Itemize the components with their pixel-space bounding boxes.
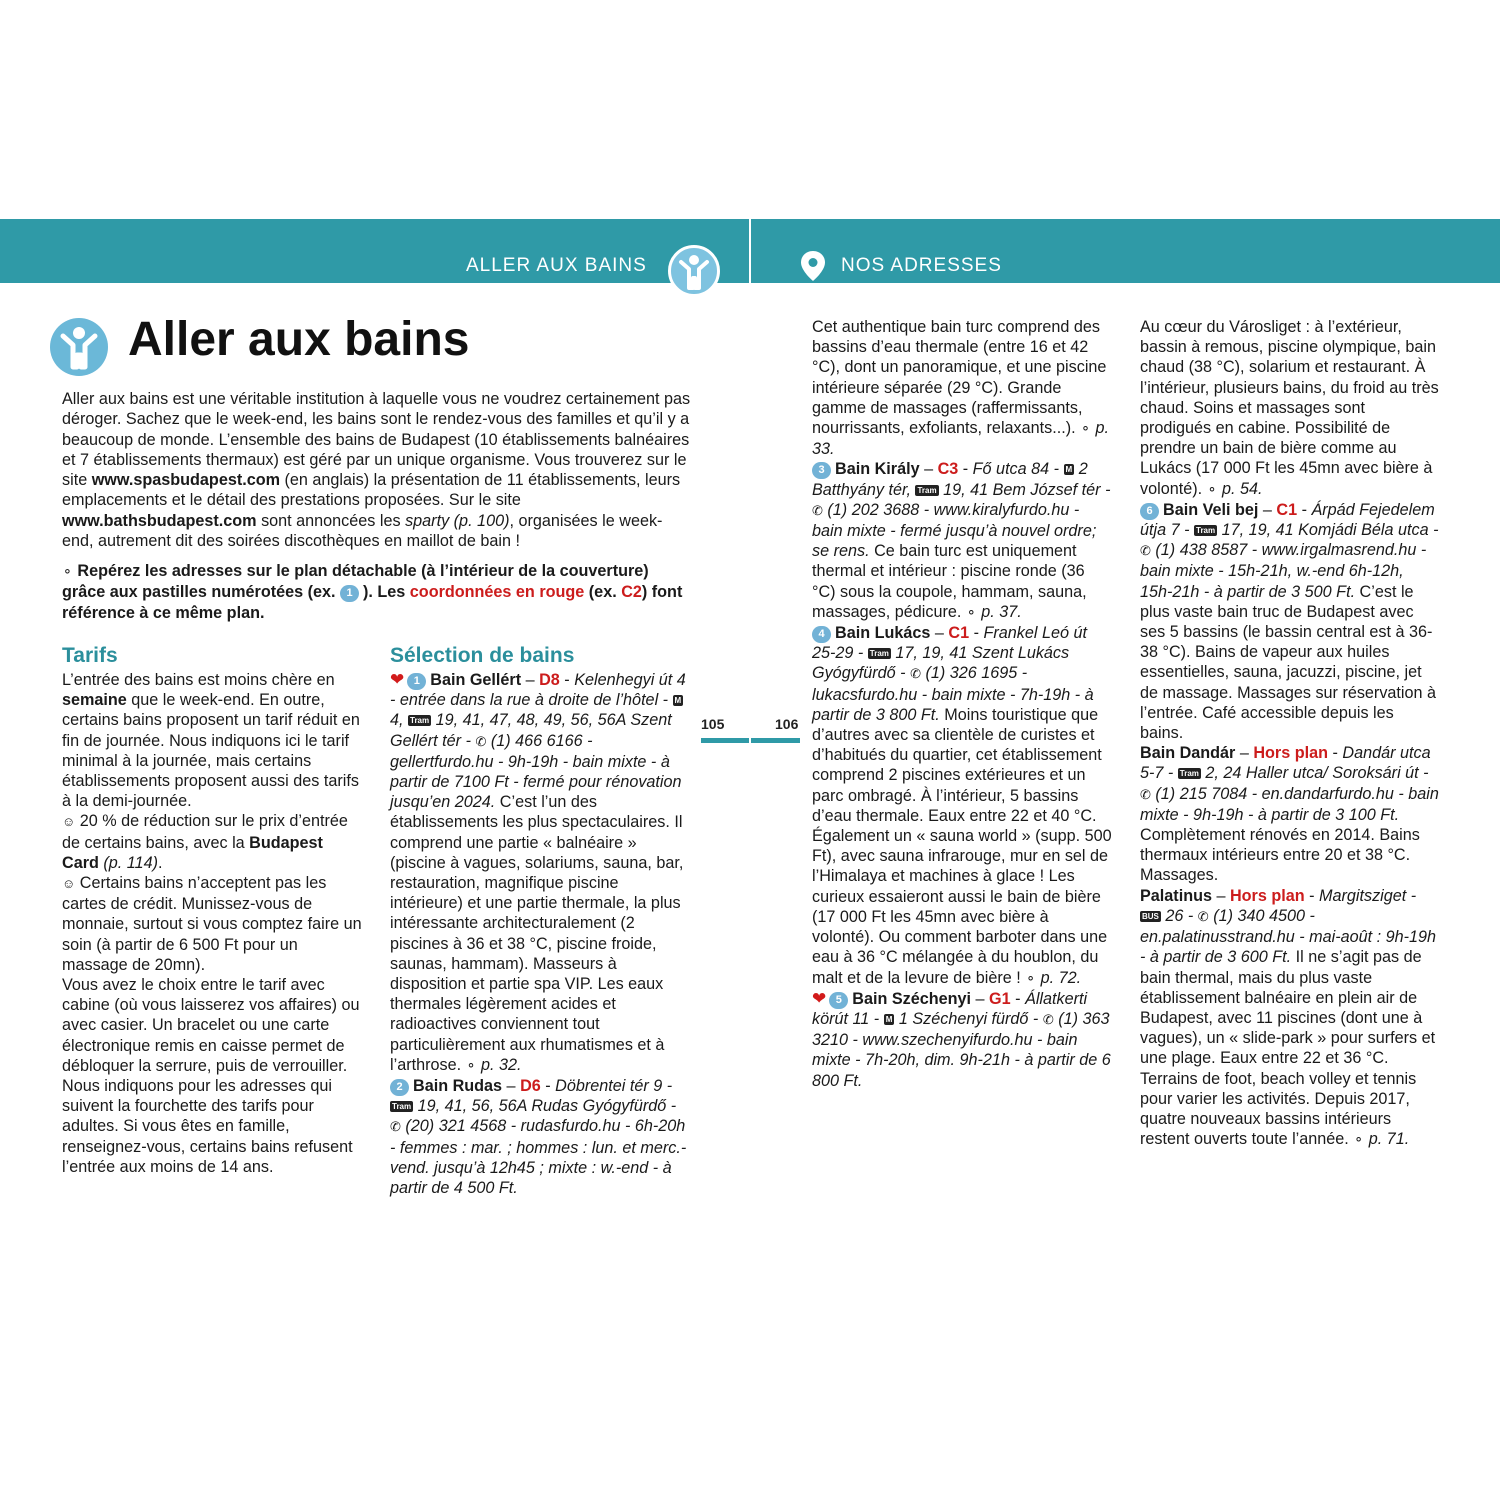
person-icon [668, 245, 720, 297]
phone-icon: ✆ [1197, 908, 1209, 924]
bus-icon: BUS [1142, 911, 1159, 921]
heart-icon: ❤ [812, 988, 827, 1008]
link-bathsbudapest[interactable]: www.bathsbudapest.com [62, 511, 257, 530]
page-number-right: 106 [775, 716, 799, 732]
list-item: Bain Dandár – Hors plan - Dandár utca 5-7 - Tram 2, 24 Haller utca/ Soroksári út - ✆ (1) 215 7084 - en.dandarfurdo.hu - bain mixte - 9h-19h - à partir de 3 100 Ft. Complètement rénovés en 2014. Bains thermaux intérieurs entre 20 et 38 °C. Massages. [1140, 744, 1439, 885]
list-item: Palatinus – Hors plan - Margitsziget - BUS 26 - ✆ (1) 340 4500 - en.palatinusstrand.hu - mai-août : 9h-19h - à partir de 3 600 Ft. Il ne s’agit pas de bain thermal, mais du plus vaste établissement balnéaire en plein air de Budapest, avec 11 piscines (dont une à vagues), un « slide-park » pour surfers et une plage. Eaux entre 22 et 36 °C. Terrains de foot, beach volley et tennis pour varier les activités. Depuis 2017, quatre nouveaux bassins intérieurs restent ouverts toute l’année. ⚬ p. 71. [1140, 886, 1437, 1149]
selection-column [390, 643, 690, 1198]
band-divider [749, 219, 751, 283]
tram-icon: Tram [1179, 769, 1199, 779]
intro-paragraph: Aller aux bains est une véritable institution à laquelle vous ne voudrez certainement pas déroger. Sachez que le week-end, les bains sont le rendez-vous des familles et qu’il y a beaucoup de monde. L’ensemble des bains de Budapest (10 établissements balnéaires et 7 établissements thermaux) est géré par un unique organisme. Vous trouverez sur le site www.spasbudapest.com (en anglais) la présentation de 11 établissements, leurs emplacements et le détail des prestations proposées. Sur le site www.bathsbudapest.com sont annoncées les sparty (p. 100), organisées le week-end, autrement dit des soirées discothèques en maillot de bain ! [62, 390, 691, 551]
section-label-left: ALLER AUX BAINS [466, 255, 647, 276]
list-item: 3 Bain Király – C3 - Fő utca 84 - M 2 Batthyány tér, Tram 19, 41 Bem József tér - ✆ (1) 202 3688 - www.kiralyfurdo.hu - bain mixte - fermé jusqu’à nouvel ordre; se rens. Ce bain turc est uniquement thermal et intérieur : piscine ronde (36 °C) sous la coupole, hammam, sauna, massages, pédicure. ⚬ p. 37. [812, 460, 1111, 621]
list-item: 2 Bain Rudas – D6 - Döbrentei tér 9 - Tram 19, 41, 56, 56A Rudas Gyógyfürdő - ✆ (20) 321 4568 - rudasfurdo.hu - 6h-20h - femmes : mar. ; hommes : lun. et merc.-vend. jusqu’à 12h45 ; mixte : w.-end - à partir de 4 500 Ft. [390, 1077, 687, 1198]
eye-icon: ⚬ [62, 564, 73, 579]
metro-icon: M [885, 1014, 893, 1024]
tram-icon: Tram [410, 716, 430, 726]
eye-icon: ⚬ [1025, 970, 1037, 986]
phone-icon: ✆ [1140, 543, 1151, 559]
list-item: 4 Bain Lukács – C1 - Frankel Leó út 25-29 - Tram 17, 19, 41 Szent Lukács Gyógyfürdő - ✆ (1) 326 1695 - lukacsfurdo.hu - bain mixte - 7h-19h - à partir de 3 800 Ft. Moins touristique que d’autres avec sa clientèle de curistes et d’habitués du quartier, cet établissement comprend 2 piscines extérieures et un parc ombragé. À l’intérieur, 5 bassins d’eau thermale. Eaux entre 22 et 40 °C. Également un « sauna world » (supp. 500 Ft), avec sauna infrarouge, mur en sel de l’Himalaya et machines à glace ! Les curieux essaieront aussi le bain de bière (17 000 Ft les 45mn avec bière à volonté). Ou comment barboter dans une eau à 36 °C mélangée à du houblon, du malt et de la levure de bière ! ⚬ p. 72. [812, 624, 1112, 987]
tram-icon: Tram [392, 1102, 412, 1112]
smiley-icon: ☺ [62, 814, 76, 830]
addresses-column-3 [812, 317, 1112, 1091]
page-rule-left [701, 738, 749, 743]
phone-icon: ✆ [1140, 786, 1151, 802]
list-item: ❤ 5 Bain Széchenyi – G1 - Állatkerti körút 11 - M 1 Széchenyi fürdő - ✆ (1) 363 3210 - www.szechenyifurdo.hu - bain mixte - 7h-20h, dim. 9h-21h - à partir de 6 800 Ft. [812, 988, 1111, 1090]
list-item: ❤ 1 Bain Gellért – D8 - Kelenhegyi út 4 - entrée dans la rue à droite de l’hôtel - M 4, Tram 19, 41, 47, 48, 49, 56, 56A Szent Gellért tér - ✆ (1) 466 6166 - gellertfurdo.hu - 9h-19h - bain mixte - à partir de 7100 Ft - fermé pour rénovation jusqu’en 2024. C’est l’un des établissements les plus spectaculaires. Il comprend une partie « balnéaire » (piscine à vagues, solariums, sauna, bar, restauration, magnifique piscine intérieure) et une partie thermale, la plus intéressante architecturalement (2 piscines à 36 et 38 °C, piscine froide, saunas, hammam). Masseurs à disposition et partie spa VIP. Les eaux thermales légèrement acides et radioactives conviennent tout particulièrement aux rhumatismes et à l’arthrose. ⚬ p. 32. [390, 670, 686, 1074]
smiley-icon: ☺ [62, 876, 76, 892]
metro-icon: M [674, 696, 682, 706]
tram-icon: Tram [917, 485, 937, 495]
person-icon [50, 318, 108, 376]
eye-icon: ⚬ [1206, 481, 1218, 497]
phone-icon: ✆ [812, 502, 823, 518]
metro-icon: M [1065, 465, 1073, 475]
eye-icon: ⚬ [1353, 1132, 1365, 1148]
list-item: Cet authentique bain turc comprend des bassins d’eau thermale (entre 16 et 42 °C), dont un panoramique, et une piscine intérieure séparée (29 °C). Grande gamme de massages (raffermissants, nourrissants, exfoliants, relaxants...). ⚬ p. 33. [812, 318, 1110, 459]
eye-icon: ⚬ [965, 604, 977, 620]
tram-icon: Tram [1196, 526, 1216, 536]
location-pin-icon [800, 250, 826, 282]
phone-icon: ✆ [475, 733, 487, 749]
list-item: 6 Bain Veli bej – C1 - Árpád Fejedelem útja 7 - Tram 17, 19, 41 Komjádi Béla utca - ✆ (1) 438 8587 - www.irgalmasrend.hu - bain mixte - 15h-21h, w.-end 6h-12h, 15h-21h - à partir de 3 500 Ft. C’est le plus vaste bain truc de Budapest avec ses 5 bassins (le bassin central est à 36-38 °C). Bains de vapeur aux huiles essentielles, sauna, jacuzzi, piscine, jet de massage. Massages sur réservation à l’entrée. Café accessible depuis les bains. [1140, 500, 1439, 743]
eye-icon: ⚬ [1080, 421, 1092, 437]
section-header-band [0, 219, 1500, 283]
tram-icon: Tram [869, 649, 889, 659]
addresses-column-4 [1140, 317, 1440, 1150]
phone-icon: ✆ [1042, 1011, 1054, 1027]
page-rule-right [751, 738, 800, 743]
page-title: Aller aux bains [128, 313, 470, 366]
heart-icon: ❤ [390, 670, 405, 689]
link-spasbudapest[interactable]: www.spasbudapest.com [91, 471, 281, 490]
pastille-badge: 1 [340, 585, 359, 602]
list-item: Au cœur du Városliget : à l’extérieur, bassin à remous, piscine olympique, bain chaud (38 °C), solarium et restaurant. À l’intérieur, plusieurs bains, du froid au très chaud. Soins et massages sont prodigués en cabine. Possibilité de prendre un bain de bière comme au Lukács (17 000 Ft les 45mn avec bière à volonté). ⚬ p. 54. [1140, 318, 1439, 498]
tarifs-heading: Tarifs [62, 644, 118, 667]
tarifs-column: Tarifs L’entrée des bains est moins chère en semaine que le week-end. En outre, certains bains proposent un tarif réduit en fin de journée. Nous indiquons ici le tarif minimal à la journée, mais certains établissements proposent aussi des tarifs à la demi-journée. ☺ 20 % de réduction sur le prix d’entrée de certains bains, avec la Budapest Card (p. 114). ☺ Certains bains n’acceptent pas les cartes de crédit. Munissez-vous de monnaie, surtout si vous comptez faire un soin (à partir de 6 500 Ft pour un massage de 20mn). Vous avez le choix entre le tarif avec cabine (où vous laisserez vos affaires) ou avec casier. Un bracelet ou une carte électronique remis en caisse permet de débloquer la serrure, puis de verrouiller. Nous indiquons pour les adresses qui suivent la fourchette des tarifs pour adultes. Si vous êtes en famille, renseignez-vous, certains bains refusent l’entrée aux moins de 14 ans. [62, 644, 362, 1176]
eye-icon: ⚬ [465, 1057, 477, 1073]
section-label-right: NOS ADRESSES [841, 255, 1002, 276]
selection-heading: Sélection de bains [390, 644, 575, 667]
phone-icon: ✆ [390, 1119, 401, 1135]
map-tip: ⚬ Repérez les adresses sur le plan détachable (à l’intérieur de la couverture) grâce aux pastilles numérotées (ex. 1 ). Les coordonnées en rouge (ex. C2) font référence à ce même plan. [62, 562, 683, 622]
phone-icon: ✆ [910, 666, 921, 682]
page-number-left: 105 [701, 716, 725, 732]
